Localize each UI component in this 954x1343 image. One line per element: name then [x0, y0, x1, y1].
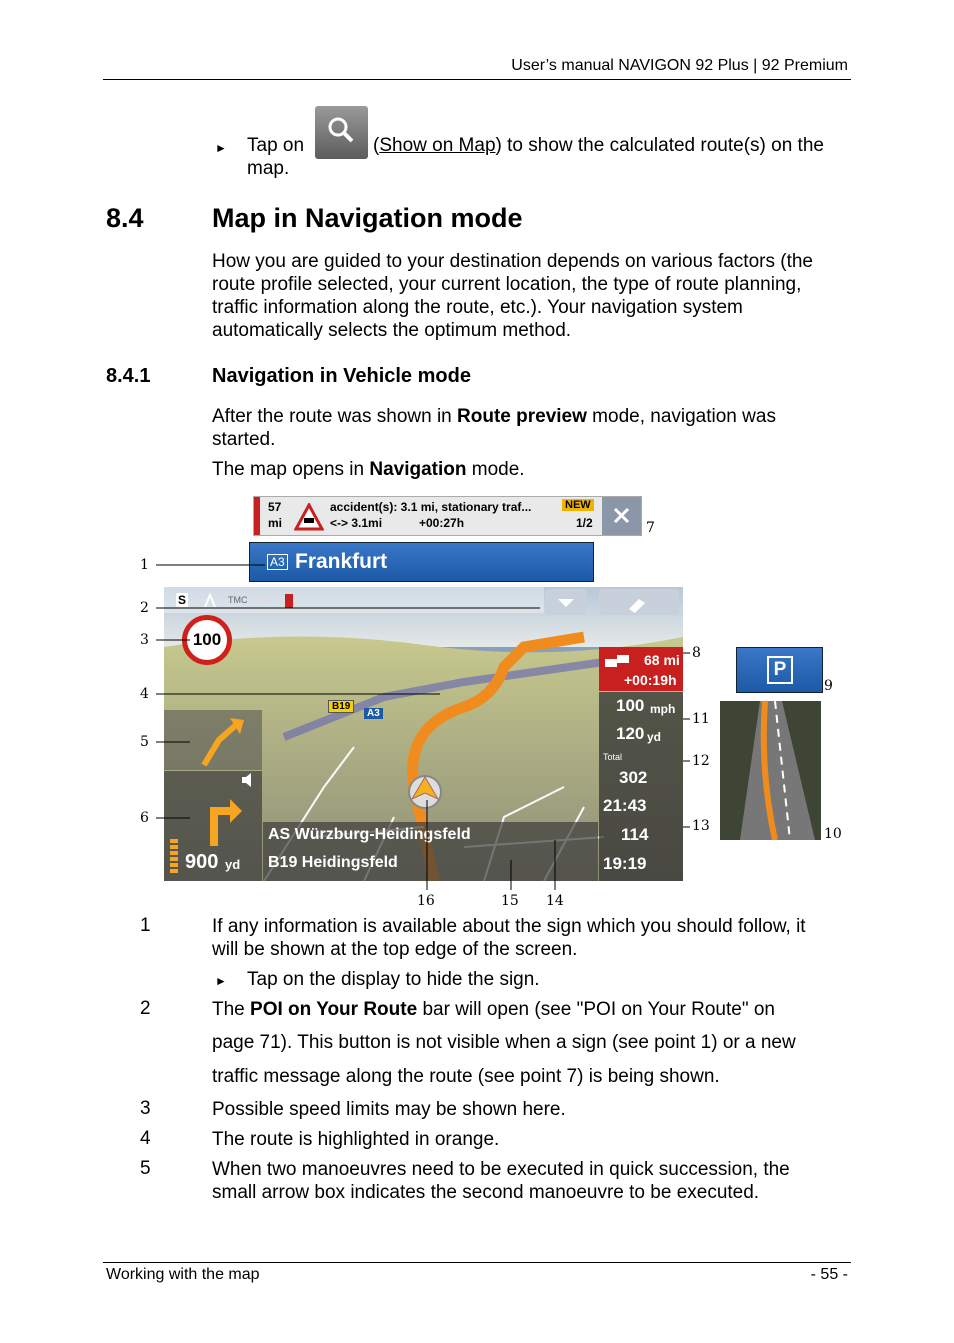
list-item-2-line3: traffic message along the route (see point 7) is being shown.: [212, 1066, 720, 1087]
text: The: [212, 999, 251, 1020]
traffic-distance: 57: [268, 500, 282, 514]
subsection-title: Navigation in Vehicle mode: [212, 365, 471, 387]
text: The map opens in: [212, 459, 370, 480]
main-maneuver-box[interactable]: [164, 771, 262, 881]
sub-para-1b: started.: [212, 429, 276, 450]
callout-12: 12: [692, 753, 710, 769]
traffic-red-strip: [254, 497, 260, 535]
text: After the route was shown in: [212, 406, 458, 427]
speed-limit-sign: 100: [182, 615, 232, 665]
pushpin-icon: [599, 589, 679, 615]
traffic-panel[interactable]: [599, 647, 683, 691]
lane-assistant-view: [720, 701, 821, 840]
route-preview-term: Route preview: [457, 406, 587, 427]
next-street: AS Würzburg-Heidingsfeld: [268, 826, 471, 843]
battery-icon: [284, 591, 294, 609]
show-on-map-link[interactable]: Show on Map: [379, 135, 496, 156]
close-icon: [602, 497, 641, 535]
pin-button[interactable]: [599, 589, 679, 615]
list-number-2: 2: [140, 998, 151, 1019]
list-bullet-text: Tap on the display to hide the sign.: [247, 969, 540, 990]
intro-line2: map.: [247, 158, 290, 179]
list-item-4: The route is highlighted in orange.: [212, 1129, 500, 1150]
callout-6: 6: [140, 810, 149, 826]
sub-para-2: [212, 458, 525, 481]
callout-4: 4: [140, 686, 149, 702]
total-label: Total: [603, 752, 623, 762]
callout-1: 1: [140, 557, 149, 573]
street-info-bar: [263, 822, 598, 881]
magnifier-icon: [315, 106, 368, 159]
road-label-a3: A3: [364, 708, 383, 719]
tmc-icon: TMC: [228, 595, 248, 605]
navigation-term: Navigation: [369, 459, 467, 480]
paren: (: [373, 135, 380, 156]
traffic-message-bar[interactable]: [253, 496, 642, 536]
navigation-map-screen[interactable]: [164, 587, 683, 881]
traffic-unit: mi: [268, 516, 283, 530]
accident-warning-icon: [294, 503, 324, 531]
running-header: User’s manual NAVIGON 92 Plus | 92 Premium: [511, 57, 848, 74]
intro-rest: ) to show the calculated route(s) on the: [495, 135, 824, 156]
sign-destination: Frankfurt: [295, 550, 388, 573]
traffic-page: 1/2: [576, 516, 593, 530]
total-distance: 302: [619, 768, 648, 787]
satellite-icon: [202, 591, 218, 609]
subsection-number: 8.4.1: [106, 365, 151, 387]
list-item-2-line2: page 71). This button is not visible when a sign (see point 1) or a new: [212, 1032, 796, 1053]
callout-10: 10: [824, 826, 842, 842]
callout-9: 9: [824, 678, 833, 694]
callout-13: 13: [692, 818, 710, 834]
text: mode, navigation was: [586, 406, 776, 427]
road-label-b19: B19: [328, 700, 354, 713]
close-traffic-button[interactable]: [602, 497, 641, 535]
section-para-3: traffic information along the route, etc.). Your navigation system: [212, 297, 743, 318]
current-speed: 100: [616, 696, 645, 715]
intro-tap-on: Tap on: [247, 135, 305, 156]
callout-5: 5: [140, 734, 149, 750]
volume-icon: [259, 593, 277, 607]
second-maneuver-box: [164, 710, 262, 770]
poi-term: POI on Your Route: [250, 999, 418, 1020]
list-item-2-line1: [212, 998, 852, 1021]
total-eta: 21:43: [603, 796, 647, 815]
list-number-1: 1: [140, 915, 151, 936]
route-info-panel[interactable]: [599, 692, 683, 881]
page-number: - 55 -: [810, 1266, 848, 1283]
poi-on-route-button[interactable]: [545, 589, 587, 615]
next-stop-distance: 114: [621, 825, 649, 844]
turn-right-icon: [204, 781, 244, 851]
parking-icon: P: [767, 656, 793, 684]
bullet-icon: ►: [215, 141, 227, 155]
lane-road-graphic: [720, 701, 821, 840]
new-badge: NEW: [562, 499, 594, 511]
status-bar: [164, 587, 544, 613]
footer-rule: [103, 1262, 851, 1263]
section-number: 8.4: [106, 203, 144, 233]
turn-right-arrow-icon: [164, 710, 262, 770]
callout-16: 16: [417, 893, 435, 909]
next-stop-eta: 19:19: [603, 854, 647, 873]
signpost-bar[interactable]: [249, 542, 594, 582]
list-item-5-line2: small arrow box indicates the second manoeuvre to be executed.: [212, 1182, 760, 1203]
list-number-3: 3: [140, 1098, 151, 1119]
list-item-5-line1: When two manoeuvres need to be executed in quick succession, the: [212, 1159, 790, 1180]
parking-button[interactable]: [736, 647, 823, 693]
chevron-down-icon: [545, 589, 587, 615]
section-para-2: route profile selected, your current location, the type of route planning,: [212, 274, 802, 295]
callout-7: 7: [646, 520, 655, 536]
footer-section: Working with the map: [106, 1266, 260, 1283]
sub-para-1: [212, 405, 776, 428]
list-item-3: Possible speed limits may be shown here.: [212, 1099, 566, 1120]
bullet-icon: ►: [215, 974, 227, 988]
maneuver-unit: yd: [225, 857, 241, 872]
section-title: Map in Navigation mode: [212, 203, 523, 233]
intro-text: [373, 134, 824, 157]
callout-8: 8: [692, 645, 701, 661]
current-street: B19 Heidingsfeld: [268, 854, 398, 871]
callout-15: 15: [501, 893, 519, 909]
traffic-panel-delay: +00:19h: [624, 672, 677, 688]
traffic-message: accident(s): 3.1 mi, stationary traf...: [330, 500, 532, 514]
text: bar will open (see "POI on Your Route" on: [417, 999, 775, 1020]
maneuver-distance: 900: [185, 851, 219, 873]
callout-3: 3: [140, 632, 149, 648]
header-rule: [103, 79, 851, 80]
list-item-1-line1: If any information is available about the sign which you should follow, it: [212, 916, 806, 937]
traffic-range: <-> 3.1mi: [330, 516, 383, 530]
text: mode.: [466, 459, 525, 480]
traffic-jam-icon: [603, 651, 633, 673]
list-number-4: 4: [140, 1128, 151, 1149]
gps-status-icon: S: [178, 593, 187, 607]
speed-limit-unit: yd: [647, 730, 662, 744]
traffic-delay: +00:27h: [419, 516, 465, 530]
distance-bar: [170, 839, 178, 873]
callout-11: 11: [692, 711, 710, 727]
show-on-map-button[interactable]: [315, 106, 368, 159]
list-item-1-line2: will be shown at the top edge of the screen.: [212, 939, 578, 960]
speaker-icon: [240, 771, 260, 789]
traffic-panel-distance: 68 mi: [644, 652, 680, 668]
callout-2: 2: [140, 600, 149, 616]
road-number: A3: [267, 554, 288, 570]
section-para-4: automatically selects the optimum method.: [212, 320, 572, 341]
section-para-1: How you are guided to your destination depends on various factors (the: [212, 251, 813, 272]
callout-14: 14: [546, 893, 564, 909]
speed-limit-distance: 120: [616, 724, 645, 743]
current-speed-unit: mph: [650, 702, 676, 716]
list-number-5: 5: [140, 1158, 151, 1179]
